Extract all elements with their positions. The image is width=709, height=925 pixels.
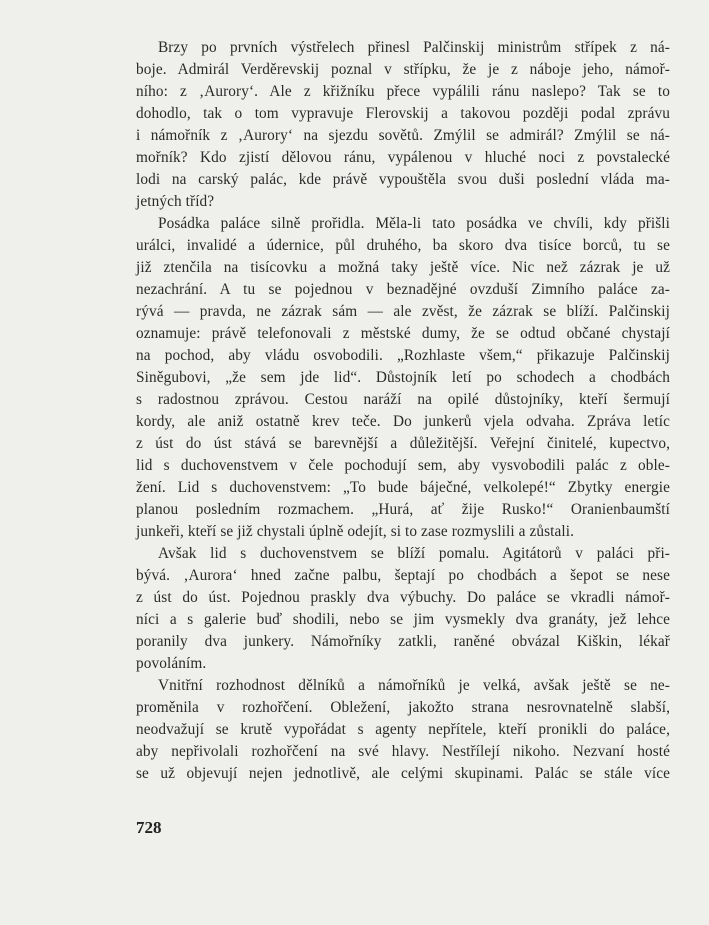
text-line: jetných tříd? (136, 193, 215, 210)
text-line: z úst do úst. Pojednou praskly dva výbuchy. Do paláce se vkradli námoř- (136, 589, 670, 606)
text-line: urálci, invalidé a údernice, půl druhého, ba skoro dva tisíce borců, tu se (136, 237, 670, 254)
text-line: povoláním. (136, 655, 207, 672)
text-line: mořník? Kdo zjistí dělovou ránu, vypálenou v hluché noci z povstalecké (136, 149, 670, 166)
text-line: bývá. ‚Aurora‘ hned začne palbu, šeptají po chodbách a šepot se nese (136, 567, 670, 584)
text-line: již ztenčila na tisícovku a možná taky ještě více. Nic než zázrak je už (136, 259, 670, 276)
text-line: aby nepřivolali rozhořčení na své hlavy. Nestřílejí nikoho. Nezvaní hosté (136, 743, 670, 760)
text-line: žení. Lid s duchovenstvem: „To bude báječné, velkolepé!“ Zbytky energie (136, 479, 670, 496)
text-line: proměnila v rozhořčení. Obležení, jakožto strana nesrovnatelně slabší, (136, 699, 670, 716)
text-line: kordy, ale aniž ostatně krev teče. Do junkerů vjela odvaha. Zpráva letíc (136, 413, 670, 430)
text-line: Posádka paláce silně prořidla. Měla-li tato posádka ve chvíli, kdy přišli (158, 215, 670, 232)
text-line: junkeři, kteří se již chystali úplně odejít, si to zase rozmyslili a zůstali. (136, 523, 575, 540)
text-line: na pochod, aby vládu osvobodili. „Rozhlaste všem,“ přikazuje Palčinskij (136, 347, 670, 364)
text-line: boje. Admirál Verděrevskij poznal v střípku, že je z náboje jeho, námoř- (136, 61, 670, 78)
text-line: planou posledním rozmachem. „Hurá, ať žije Rusko!“ Oranienbaumští (136, 501, 670, 518)
text-line: lid s duchovenstvem v čele pochodují sem, aby vysvobodili palác z oble- (136, 457, 670, 474)
text-line: ního: z ‚Aurory‘. Ale z křižníku přece vypálili ránu naslepo? Tak se to (136, 83, 670, 100)
text-line: oznamuje: právě telefonovali z městské dumy, že se odtud občané chystají (136, 325, 670, 342)
text-line: z úst do úst stává se barevnější a důležitější. Veřejní činitelé, kupectvo, (136, 435, 670, 452)
page-number: 728 (136, 818, 162, 837)
text-line: Brzy po prvních výstřelech přinesl Palčinskij ministrům střípek z ná- (158, 39, 670, 56)
text-line: poranily dva junkery. Námořníky zatkli, raněné obvázal Kiškin, lékař (136, 633, 670, 650)
text-line: neodvažují se krutě vypořádat s agenty nepřítele, kteří pronikli do paláce, (136, 721, 670, 738)
page-body (136, 37, 670, 785)
paragraph (136, 675, 670, 785)
text-line: nezachrání. A tu se pojednou v beznadějné ovzduší Zimního paláce za- (136, 281, 670, 298)
paragraph (136, 213, 670, 543)
text-line: i námořník z ‚Aurory‘ na sjezdu sovětů. Zmýlil se admirál? Zmýlil se ná- (136, 127, 670, 144)
text-line: lodi na carský palác, kde právě vypouštěla svou duši poslední vláda ma- (136, 171, 670, 188)
text-line: se už objevují nejen jednotlivě, ale celými skupinami. Palác se stále více (136, 765, 670, 782)
text-line: Avšak lid s duchovenstvem se blíží pomalu. Agitátorů v paláci při- (158, 545, 670, 562)
text-line: Vnitřní rozhodnost dělníků a námořníků je velká, avšak ještě se ne- (158, 677, 670, 694)
text-line: s radostnou zprávou. Cestou naráží na opilé důstojníky, kteří šermují (136, 391, 670, 408)
text-line: níci a s galerie buď shodili, nebo se jim vysmekly dva granáty, jež lehce (136, 611, 670, 628)
text-line: Siněgubovi, „že sem jde lid“. Důstojník letí po schodech a chodbách (136, 369, 670, 386)
text-line: rývá — pravda, ne zázrak sám — ale zvěst, že zázrak se blíží. Palčinskij (136, 303, 670, 320)
paragraph (136, 37, 670, 213)
paragraph (136, 543, 670, 675)
text-line: dohodlo, tak o tom vypravuje Flerovskij a takovou později podal zprávu (136, 105, 670, 122)
